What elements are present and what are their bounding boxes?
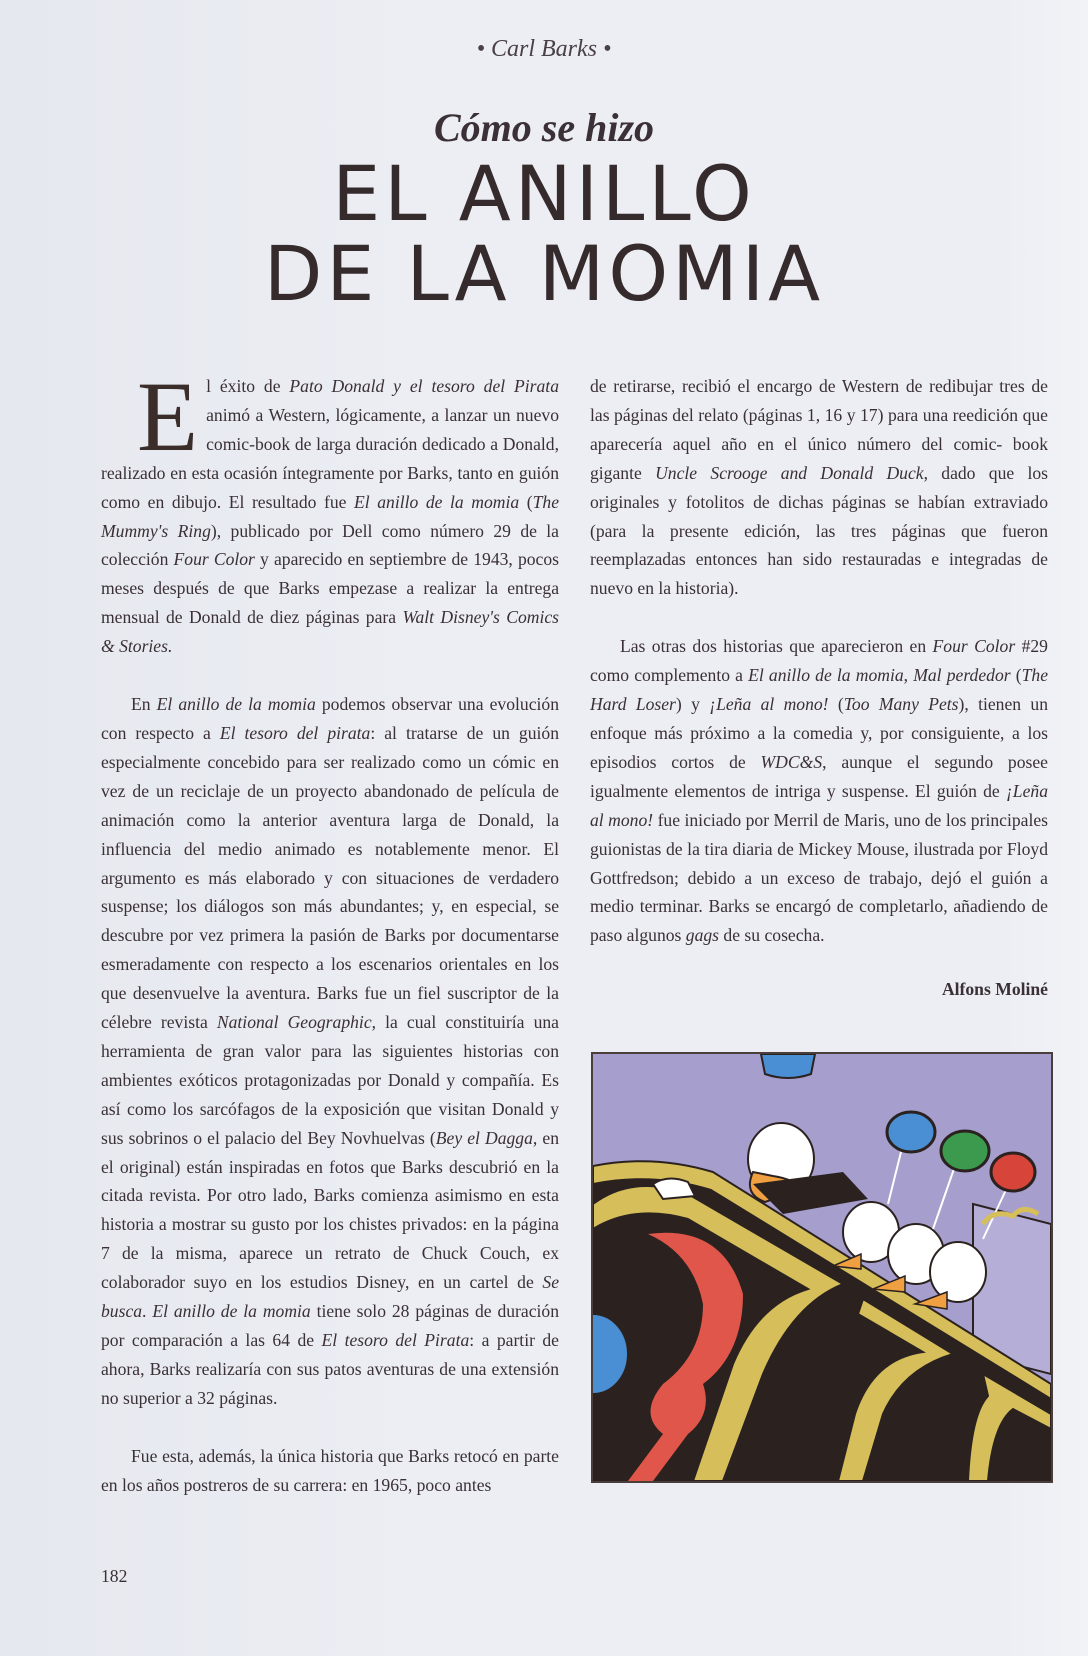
paragraph-text — [590, 636, 1048, 945]
text-run: ) y — [675, 694, 710, 715]
lamp-icon — [761, 1054, 815, 1078]
paragraph-text — [101, 694, 559, 1408]
italic-title-text: El anillo de la momia — [354, 491, 520, 512]
italic-title-text: Se busca — [101, 1272, 559, 1322]
paragraph-text — [590, 376, 1048, 598]
text-run: Fue esta, además, la única historia que Barks retocó en parte en los años postreros de su carrera: en 1965, poco antes — [101, 1445, 559, 1495]
text-run: de su cosecha. — [719, 925, 825, 946]
italic-title-text: The Hard Loser — [590, 665, 1049, 715]
italic-title-text: National Geographic — [216, 1012, 372, 1033]
text-run: ( — [828, 694, 844, 715]
text-run: , — [903, 665, 914, 686]
italic-title-text: Uncle Scrooge and Donald Duck — [655, 462, 924, 483]
text-run: ( — [1010, 665, 1022, 686]
italic-title-text: Mal perdedor — [913, 665, 1011, 686]
italic-title-text: Pato Donald y el tesoro del Pirata — [289, 376, 559, 396]
title-line-2: DE LA MOMIA — [263, 228, 825, 318]
title-block — [0, 105, 1088, 318]
left-column — [101, 361, 560, 1529]
italic-title-text: El anillo de la momia — [156, 694, 316, 715]
paragraph-text — [101, 1446, 559, 1495]
italic-title-text: El anillo de la momia — [748, 665, 904, 686]
text-run: En — [131, 694, 157, 715]
italic-title-text: Walt Disney's Comics & Stories. — [101, 607, 560, 657]
right-column — [590, 372, 1048, 1004]
text-run: Las otras dos historias que aparecieron en — [620, 636, 933, 657]
text-run: l éxito de — [206, 376, 290, 396]
text-run: ( — [519, 491, 533, 512]
comic-panel-illustration — [591, 1052, 1053, 1483]
italic-title-text: Too Many Pets — [843, 694, 959, 715]
italic-title-text: WDC&S — [760, 751, 823, 772]
text-run: ), tienen un enfoque más próximo a la comedia y, por consiguiente, a los episodios cortos de — [590, 694, 1048, 772]
paragraph — [590, 632, 1048, 950]
hat-blue-icon — [887, 1112, 935, 1152]
article-title — [0, 149, 1088, 318]
paragraph — [101, 361, 560, 661]
text-run: fue iniciado por Merril de Maris, uno de los principales guionistas de la tira diaria de Mickey Mouse, ilustrada por Floyd Gottfredson; debido a un exceso de trabajo, dejó el guión a medio terminar. Barks se encargó de completarlo, añadiendo de paso algunos — [590, 809, 1048, 946]
text-run: tiene solo 28 páginas de duración por comparación a las 64 de — [101, 1301, 560, 1350]
italic-title-text: Four Color — [932, 636, 1016, 657]
text-run: : al tratarse de un guión especialmente concebido para ser realizado como un cómic en vez de un reciclaje de un proyecto abandonado de película de animación como la anterior aventura larga de Donald, la influencia del medio animado es notablemente menor. El argumento es más elaborado y con situaciones de verdadero suspense; los diálogos son más abundantes; y, en especial, se descubre por vez primera la pasión de Barks por documentarse esmeradamente con respecto a los escenarios orientales en los que desenvuelve la aventura. Barks fue un fiel suscriptor de la célebre revista — [101, 722, 559, 1033]
running-head: • Carl Barks • — [476, 36, 612, 62]
italic-title-text: El tesoro del pirata — [219, 722, 371, 743]
text-run: , la cual constituiría una herramienta de gran valor para las siguientes historias con ambientes exóticos protagonizadas por Donald y compañía. Es así como los sarcófagos de la exposición que visitan Donald y sus sobrinos o el palacio del Bey Novhuelvas ( — [101, 1012, 559, 1148]
italic-title-text: gags — [685, 925, 720, 946]
text-run: . — [142, 1301, 153, 1322]
italic-title-text: El tesoro del Pirata — [321, 1330, 470, 1350]
paragraph — [101, 690, 559, 1413]
title-line-1: EL ANILLO — [332, 149, 756, 238]
italic-title-text: El anillo de la momia — [152, 1301, 311, 1322]
hat-red-icon — [991, 1153, 1035, 1191]
italic-title-text: ¡Leña al mono! — [709, 694, 829, 715]
text-run: podemos observar una evolución con respecto a — [101, 694, 559, 743]
article-subtitle: Cómo se hizo — [433, 105, 655, 150]
text-run: y aparecido en septiembre de 1943, pocos meses después de que Barks empezase a realizar la entrega mensual de Donald de diez páginas para — [101, 549, 559, 628]
comic-panel-drawing — [593, 1054, 1051, 1481]
text-run: animó a Western, lógicamente, a lanzar un nuevo comic-book de larga duración dedicado a Donald, realizado en esta ocasión íntegramente por Barks, tanto en guión como en dibujo. El resultado fue — [101, 404, 559, 512]
text-run: #29 como complemento a — [590, 636, 1048, 686]
text-run: , dado que los originales y fotolitos de dichas páginas se habían extraviado (para la presente edición, las tres páginas que fueron reemplazadas entonces han sido restauradas e integradas de nuevo en la historia). — [590, 462, 1048, 599]
author-signature: Alfons Moliné — [941, 979, 1048, 1000]
text-run: ), publicado por Dell como número 29 de la colección — [101, 520, 559, 570]
italic-title-text: ¡Leña al mono! — [590, 780, 1048, 830]
paragraph — [590, 372, 1048, 603]
paragraph — [101, 1442, 559, 1500]
page-number: 182 — [101, 1566, 128, 1586]
italic-title-text: The Mummy's Ring — [101, 491, 560, 541]
text-run: de retirarse, recibió el encargo de Western de redibujar tres de las páginas del relato (páginas 1, 16 y 17) para una reedición que aparecería aquel año en el único número del comic- book gigante — [590, 376, 1048, 483]
nephew-head-3 — [930, 1242, 986, 1302]
text-run: , aunque el segundo posee igualmente elementos de intriga y suspense. El guión de — [590, 751, 1048, 801]
text-run: , en el original) están inspiradas en fotos que Barks descubrió en la citada revista. Por otro lado, Barks comienza asimismo en esta historia a mostrar su gusto por los chistes privados: en la página 7 de la misma, aparece un retrato de Chuck Couch, ex colaborador suyo en los estudios Disney, en un cartel de — [101, 1127, 559, 1293]
text-run: : a partir de ahora, Barks realizaría con sus patos aventuras de una extensión no superior a 32 páginas. — [101, 1330, 559, 1408]
hat-green-icon — [941, 1131, 989, 1171]
italic-title-text: Bey el Dagga — [435, 1127, 533, 1148]
italic-title-text: Four Color — [173, 549, 255, 570]
drop-cap: E — [137, 361, 199, 472]
